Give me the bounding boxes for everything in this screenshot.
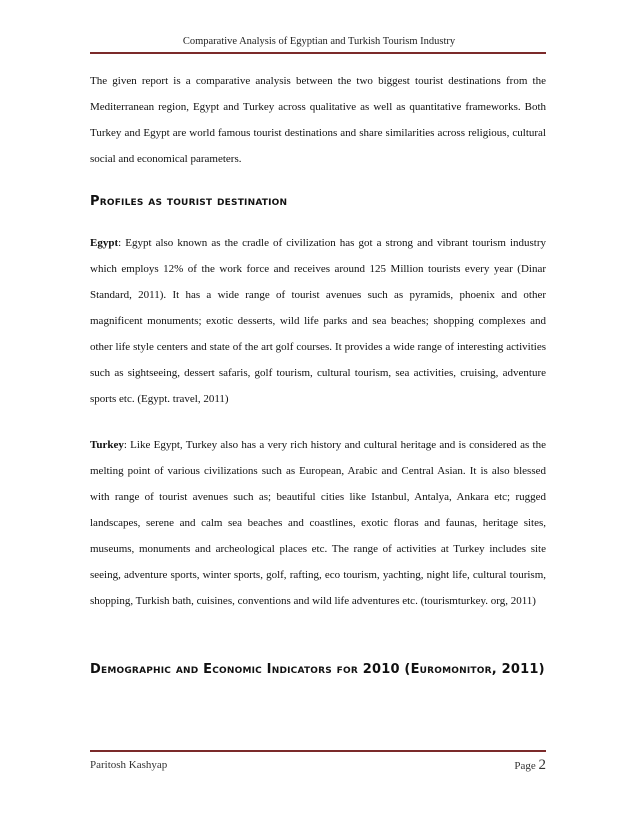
turkey-text: : Like Egypt, Turkey also has a very rich history and cultural heritage and is considered as the melting point of various civilizations such as European, Arabic and Central Asian. It is also blessed with range of tourist avenues such as; beautiful cities like Istanbul, Antalya, Ankara etc; rugged landscapes, serene and calm sea beaches and coastlines, exotic floras and faunas, heritage sites, museums, monuments and archeological places etc. The range of activities at Turkey includes site seeing, adventure sports, winter sports, golf, rafting, eco tourism, yachting, night life, cultural tourism, shopping, Turkish bath, cuisines, conventions and wild life adventures etc. (tourismturkey. org, 2011)	[90, 439, 546, 607]
egypt-paragraph	[90, 230, 546, 412]
turkey-label: Turkey	[90, 439, 124, 451]
turkey-paragraph	[90, 432, 546, 614]
egypt-text: : Egypt also known as the cradle of civilization has got a strong and vibrant tourism industry which employs 12% of the work force and receives around 125 Million tourists every year (Dinar Standard, 2011). It has a wide range of tourist avenues such as pyramids, phoenix and other magnificent monuments; exotic desserts, wild life parks and sea beaches; shopping complexes and other life style centers and state of the art golf courses. It provides a wide range of interesting activities such as sightseeing, dessert safaris, golf tourism, cultural tourism, sea activities, cruising, adventure sports etc. (Egypt. travel, 2011)	[90, 237, 546, 405]
egypt-label: Egypt	[90, 237, 119, 249]
running-header: Comparative Analysis of Egyptian and Turkish Tourism Industry	[182, 36, 456, 47]
footer-author: Paritosh Kashyap	[90, 759, 168, 771]
section-heading-profiles: Profiles as tourist destination	[90, 194, 288, 209]
page-label: Page	[514, 760, 539, 772]
section-heading-demographic: Demographic and Economic Indicators for 2010 (Euromonitor, 2011)	[90, 662, 545, 677]
footer-rule	[90, 750, 546, 752]
intro-paragraph: The given report is a comparative analysis between the two biggest tourist destinations from the Mediterranean region, Egypt and Turkey across qualitative as well as quantitative frameworks. Both Turkey and Egypt are world famous tourist destinations and share similarities across religious, cultural social and economical parameters.	[90, 75, 546, 165]
page-number	[514, 757, 546, 774]
page-content	[90, 68, 546, 682]
header-rule	[90, 52, 546, 54]
page-number-value: 2	[538, 757, 546, 773]
